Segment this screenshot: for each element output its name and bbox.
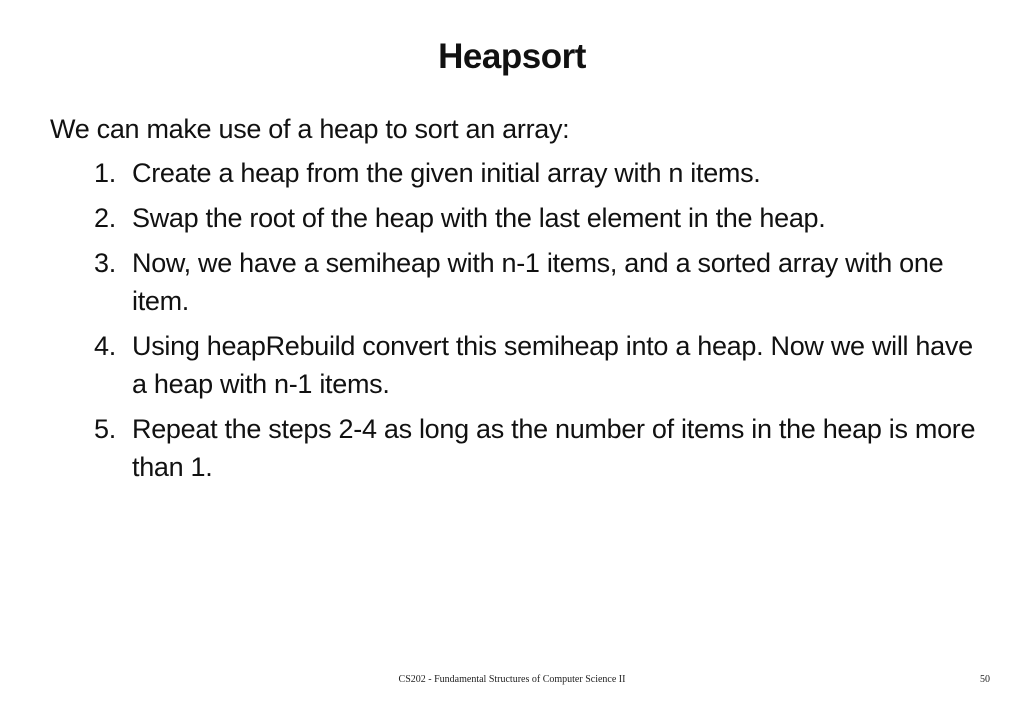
intro-text: We can make use of a heap to sort an array: (50, 114, 570, 144)
step-text: Create a heap from the given initial array with n items. (132, 158, 761, 188)
step-text: Now, we have a semiheap with n-1 items, and a sorted array with one item. (132, 248, 944, 316)
step-text: Repeat the steps 2-4 as long as the number of items in the heap is more than 1. (132, 414, 976, 482)
list-item (94, 410, 994, 486)
step-text: Using heapRebuild convert this semiheap into a heap. Now we will have a heap with n-1 items. (132, 331, 973, 399)
list-item (94, 327, 994, 403)
step-number: 4. (94, 331, 116, 361)
list-item (94, 244, 994, 320)
slide-title: Heapsort (438, 37, 586, 76)
step-number: 3. (94, 248, 116, 278)
step-number: 2. (94, 203, 116, 233)
step-text: Swap the root of the heap with the last element in the heap. (132, 203, 826, 233)
list-item (94, 154, 994, 192)
steps-list (94, 154, 994, 493)
list-item (94, 199, 994, 237)
footer-course-title: CS202 - Fundamental Structures of Computer Science II (398, 674, 626, 685)
step-number: 5. (94, 414, 116, 444)
page-number: 50 (980, 674, 990, 685)
step-number: 1. (94, 158, 116, 188)
